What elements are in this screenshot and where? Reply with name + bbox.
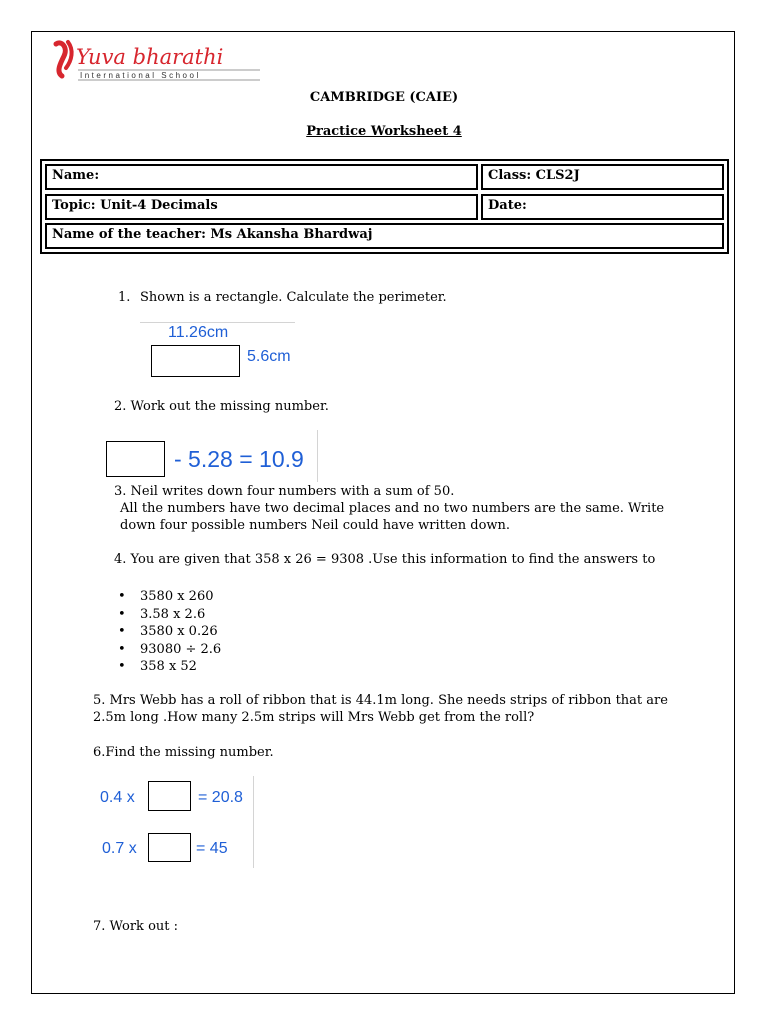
q2-equation: - 5.28 = 10.9: [174, 446, 304, 472]
q5-line2: 2.5m long .How many 2.5m strips will Mrs Webb get from the roll?: [93, 710, 535, 725]
q4-text: 4. You are given that 358 x 26 = 9308 .Use this information to find the answers to: [114, 552, 656, 567]
bullet-icon: •: [118, 589, 126, 604]
q2-text: 2. Work out the missing number.: [114, 399, 329, 414]
bullet-icon: •: [118, 641, 126, 657]
q1-number: 1.: [118, 290, 131, 305]
q2-figure-edge: [317, 430, 318, 482]
q3-line1: 3. Neil writes down four numbers with a sum of 50.: [114, 484, 455, 499]
q2-answer-box: [106, 441, 165, 477]
q1-length-label: 11.26cm: [168, 324, 229, 341]
q4-list: [118, 588, 221, 676]
q6-eq1-right: = 20.8: [198, 789, 243, 806]
bullet-icon: •: [118, 624, 126, 639]
q6-eq1-answer-box: [148, 781, 191, 811]
logo-text: Yuva bharathi: [76, 45, 224, 69]
q1-width-label: 5.6cm: [247, 348, 291, 365]
name-cell: Name:: [45, 164, 478, 190]
q6-text: 6.Find the missing number.: [93, 745, 274, 760]
worksheet-title: Practice Worksheet 4: [306, 124, 462, 139]
list-item: • 93080 ÷ 2.6: [118, 641, 222, 657]
school-logo: [50, 38, 265, 84]
q6-eq2-left: 0.7 x: [102, 840, 137, 857]
list-item: • 358 x 52: [118, 659, 197, 674]
q6-eq2-right: = 45: [196, 840, 228, 857]
topic-cell: Topic: Unit-4 Decimals: [45, 194, 478, 220]
q3-line2: All the numbers have two decimal places and no two numbers are the same. Write: [120, 501, 665, 516]
class-cell: Class: CLS2J: [481, 164, 724, 190]
q5-line1: 5. Mrs Webb has a roll of ribbon that is 44.1m long. She needs strips of ribbon that are: [93, 693, 668, 708]
teacher-cell: Name of the teacher: Ms Akansha Bhardwaj: [45, 223, 724, 249]
bullet-icon: •: [118, 606, 126, 622]
q6-eq2-answer-box: [148, 833, 191, 862]
list-item: • 3580 x 260: [118, 589, 214, 604]
board-heading: CAMBRIDGE (CAIE): [309, 90, 459, 105]
q6-figure-edge: [253, 776, 254, 868]
q3-line3: down four possible numbers Neil could have written down.: [120, 518, 511, 533]
date-cell: Date:: [481, 194, 724, 220]
q1-text: Shown is a rectangle. Calculate the perimeter.: [140, 290, 447, 305]
list-item: • 3580 x 0.26: [118, 624, 218, 639]
list-item: • 3.58 x 2.6: [118, 606, 206, 622]
q1-figure-edge: [140, 322, 295, 323]
q1-rectangle: [151, 345, 240, 377]
bullet-icon: •: [118, 659, 126, 674]
q7-text: 7. Work out :: [93, 919, 179, 934]
logo-subtitle: International School: [80, 71, 201, 80]
info-table: [40, 159, 729, 254]
q6-eq1-left: 0.4 x: [100, 789, 135, 806]
